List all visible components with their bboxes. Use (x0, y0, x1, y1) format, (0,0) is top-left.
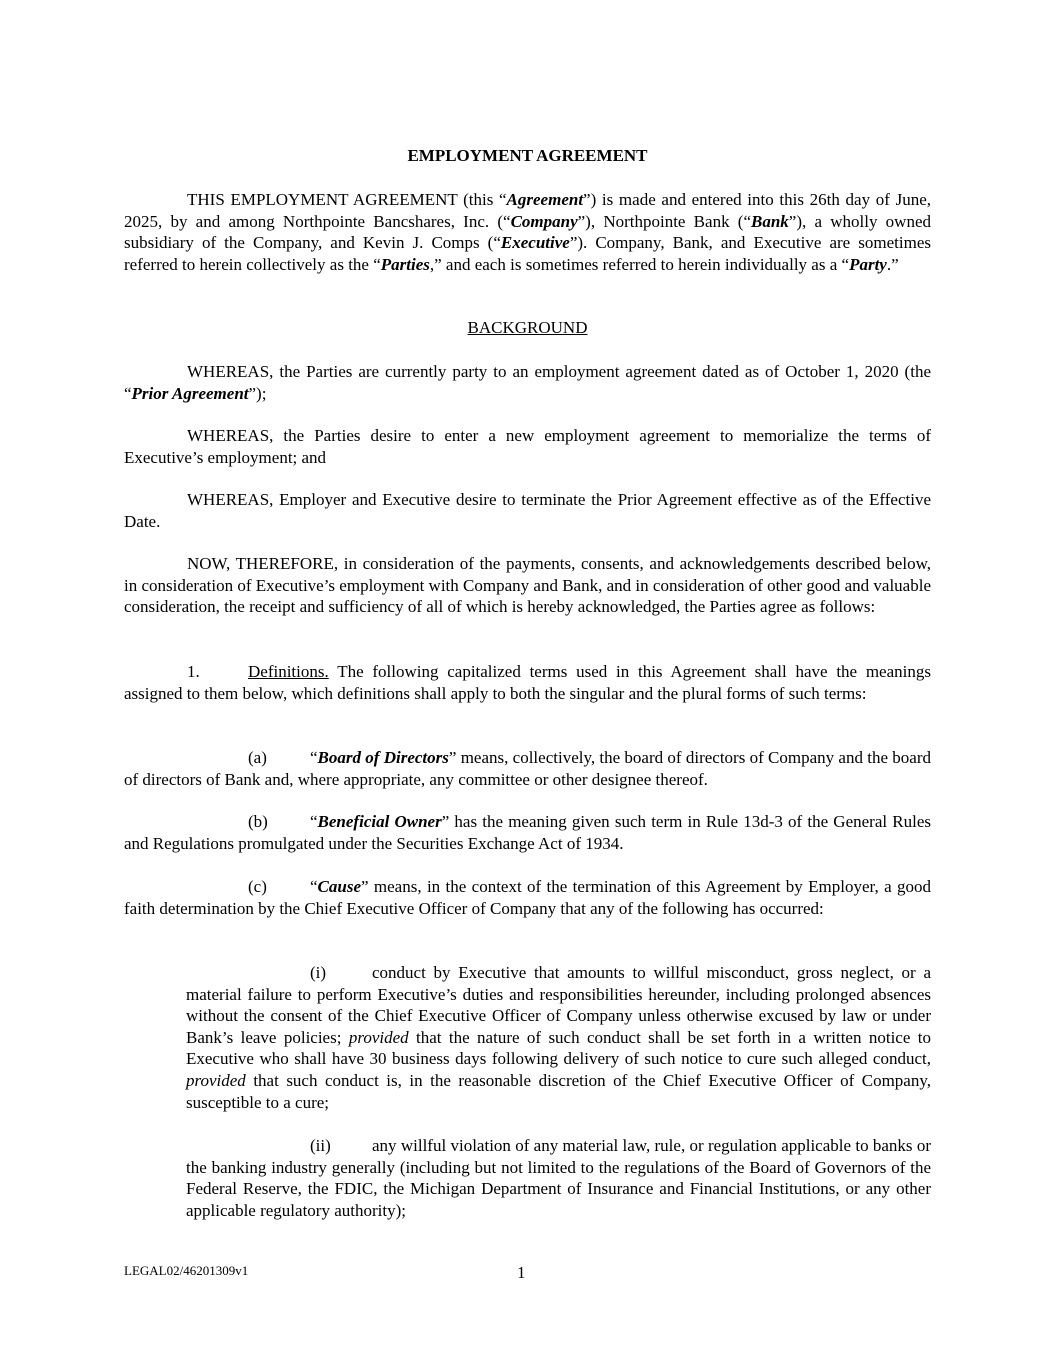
defined-term-party: Party (849, 254, 887, 274)
clause-text: that such conduct is, in the reasonable discretion of the Chief Executive Officer of Company, susceptible to a cure; (186, 1070, 931, 1112)
definition-c (124, 876, 931, 919)
document-title: EMPLOYMENT AGREEMENT (407, 146, 648, 165)
section-text: The following capitalized terms used in this Agreement shall have the meanings assigned to them below, which definitions shall apply to both the singular and the plural forms of such terms: (124, 662, 931, 703)
clause-text: conduct by Executive that amounts to willful misconduct, gross neglect, or a material failure to perform Executive’s duties and responsibilities hereunder, including prolonged absences without the consent of the Chief Executive Officer of Company unless otherwise excused by law or under Bank’s leave policies; (186, 963, 931, 1047)
defined-term-beneficial-owner: Beneficial Owner (317, 812, 442, 831)
section-number: 1. (187, 662, 200, 681)
clause-ii (186, 1135, 931, 1221)
defined-term-board-of-directors: Board of Directors (317, 748, 449, 767)
clause-i (186, 962, 931, 1113)
clause-provided: provided (186, 1070, 246, 1090)
quote-mark: “ (310, 748, 318, 767)
definition-a (124, 747, 931, 790)
definition-b (124, 811, 931, 854)
definition-label: (b) (248, 812, 268, 831)
intro-text: THIS EMPLOYMENT AGREEMENT (this “ (187, 190, 507, 209)
background-heading: BACKGROUND (467, 318, 588, 337)
section-heading: Definitions. (248, 662, 329, 681)
defined-term-cause: Cause (317, 877, 362, 896)
definition-text: ” means, in the context of the termination of this Agreement by Employer, a good faith determination by the Chief Executive Officer of Company that any of the following has occurred: (124, 877, 931, 918)
intro-text: ”), a wholly owned subsidiary of the Company, and Kevin J. Comps (“ (124, 211, 931, 253)
whereas-paragraph-1 (124, 361, 931, 404)
clause-label: (i) (310, 963, 327, 982)
intro-paragraph (124, 189, 931, 275)
definition-text: ” means, collectively, the board of directors of Company and the board of directors of Bank and, where appropriate, any committee or other designee thereof. (124, 748, 932, 789)
clause-provided: provided (348, 1027, 409, 1047)
footer-document-id: LEGAL02/46201309v1 (124, 1263, 249, 1278)
defined-term-company: Company (510, 211, 578, 231)
clause-label: (ii) (310, 1136, 331, 1155)
definition-label: (c) (248, 877, 267, 896)
defined-term-parties: Parties (380, 254, 430, 274)
footer-page-number: 1 (517, 1263, 526, 1282)
defined-term-prior-agreement: Prior Agreement (131, 383, 249, 403)
intro-text: ”) is made and entered into this 26th day of June, 2025, by and among Northpointe Bancshares, Inc. (“ (124, 190, 931, 231)
defined-term-executive: Executive (500, 233, 570, 253)
now-therefore-paragraph: NOW, THEREFORE, in consideration of the payments, consents, and acknowledgements described below, in consideration of Executive’s employment with Company and Bank, and in consideration of other good and valuable consideration, the receipt and sufficiency of all of which is hereby acknowledged, the Parties agree as follows: (124, 554, 931, 617)
section-1-paragraph (124, 661, 931, 704)
quote-mark: “ (310, 877, 318, 896)
defined-term-bank: Bank (751, 211, 789, 231)
whereas-paragraph-3: WHEREAS, Employer and Executive desire to terminate the Prior Agreement effective as of the Effective Date. (124, 490, 931, 531)
intro-text: ”), Northpointe Bank (“ (577, 211, 751, 231)
whereas-text: WHEREAS, the Parties are currently party to an employment agreement dated as of October 1, 2020 (the “ (124, 362, 931, 403)
clause-text: that the nature of such conduct shall be set forth in a written notice to Executive who shall have 30 business days following delivery of such notice to cure such alleged conduct, (186, 1027, 931, 1069)
definition-text: ” has the meaning given such term in Rule 13d-3 of the General Rules and Regulations promulgated under the Securities Exchange Act of 1934. (124, 812, 931, 853)
document-page (124, 0, 931, 1365)
quote-mark: “ (310, 812, 318, 831)
definition-label: (a) (248, 748, 267, 767)
clause-text: any willful violation of any material law, rule, or regulation applicable to banks or the banking industry generally (including but not limited to the regulations of the Board of Governors of the Federal Reserve, the FDIC, the Michigan Department of Insurance and Financial Institutions, or any other applicable regulatory authority); (186, 1136, 931, 1220)
intro-text: .” (886, 254, 899, 274)
defined-term-agreement: Agreement (506, 190, 584, 209)
intro-text: ,” and each is sometimes referred to herein individually as a “ (429, 254, 850, 274)
whereas-paragraph-2: WHEREAS, the Parties desire to enter a new employment agreement to memorialize the terms of Executive’s employment; and (124, 426, 931, 467)
intro-text: ”). Company, Bank, and Executive are sometimes referred to herein collectively as the “ (124, 233, 931, 274)
whereas-text: ”); (248, 383, 267, 403)
